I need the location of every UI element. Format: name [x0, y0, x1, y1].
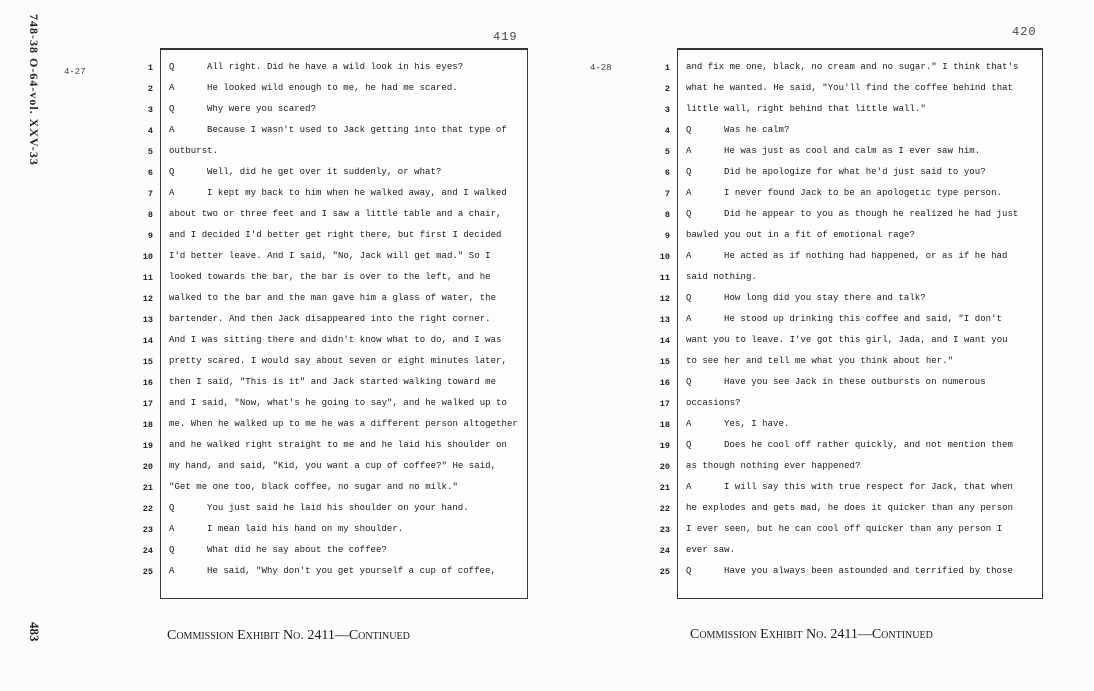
- transcript-line: [142, 415, 527, 436]
- line-number: 5: [147, 147, 153, 157]
- transcript-line: [142, 352, 527, 373]
- speaker-label: A: [686, 419, 692, 429]
- left-caption-text: Commission Exhibit No. 2411—Continued: [167, 628, 410, 643]
- line-number: 18: [142, 420, 153, 430]
- transcript-line: [142, 541, 527, 562]
- speaker-label: Q: [686, 377, 692, 387]
- transcript-line: [664, 184, 1042, 205]
- line-text: and he walked right straight to me and he laid his shoulder on: [169, 440, 507, 450]
- right-transcript-page: [659, 48, 1043, 599]
- transcript-line: [664, 226, 1042, 247]
- transcript-line: [664, 58, 1042, 79]
- transcript-line: [659, 310, 1042, 331]
- transcript-line: [147, 121, 527, 142]
- line-text: said nothing.: [686, 272, 757, 282]
- speaker-label: A: [686, 188, 692, 198]
- line-number: 24: [142, 546, 153, 556]
- transcript-line: [142, 373, 527, 394]
- line-text: I ever seen, but he can cool off quicker than any person I: [686, 524, 1003, 534]
- transcript-line: [147, 226, 527, 247]
- speaker-label: Q: [686, 167, 692, 177]
- speaker-label: Q: [169, 503, 175, 513]
- line-number: 25: [659, 567, 670, 577]
- line-text: want you to leave. I've got this girl, Jada, and I want you: [686, 335, 1008, 345]
- line-number: 17: [659, 399, 670, 409]
- line-text: He stood up drinking this coffee and said, "I don't: [724, 314, 1002, 324]
- line-number: 9: [664, 231, 670, 241]
- speaker-label: A: [169, 524, 175, 534]
- line-number: 20: [659, 462, 670, 472]
- speaker-label: Q: [169, 167, 175, 177]
- line-text: then I said, "This is it" and Jack started walking toward me: [169, 377, 497, 387]
- speaker-label: A: [686, 146, 692, 156]
- transcript-line: [142, 520, 527, 541]
- line-number: 6: [664, 168, 670, 178]
- line-text: and fix me one, black, no cream and no sugar." I think that's: [686, 62, 1019, 72]
- speaker-label: A: [686, 251, 692, 261]
- transcript-line: [142, 478, 527, 499]
- line-text: ever saw.: [686, 545, 736, 555]
- line-number: 11: [659, 273, 670, 283]
- left-transcript-page: [142, 48, 528, 599]
- line-number: 23: [142, 525, 153, 535]
- line-text: All right. Did he have a wild look in his eyes?: [207, 62, 464, 72]
- line-number: 3: [664, 105, 670, 115]
- line-text: I never found Jack to be an apologetic type person.: [724, 188, 1002, 198]
- line-text: looked towards the bar, the bar is over to the left, and he: [169, 272, 491, 282]
- line-text: as though nothing ever happened?: [686, 461, 861, 471]
- line-text: bartender. And then Jack disappeared into the right corner.: [169, 314, 491, 324]
- transcript-line: [664, 163, 1042, 184]
- transcript-line: [659, 499, 1042, 520]
- transcript-line: [142, 562, 527, 583]
- line-text: bawled you out in a fit of emotional rage?: [686, 230, 915, 240]
- speaker-label: A: [686, 482, 692, 492]
- transcript-line: [142, 499, 527, 520]
- line-number: 19: [142, 441, 153, 451]
- speaker-label: Q: [686, 293, 692, 303]
- transcript-line: [659, 373, 1042, 394]
- transcript-line: [147, 163, 527, 184]
- line-number: 7: [664, 189, 670, 199]
- transcript-line: [659, 541, 1042, 562]
- line-number: 22: [142, 504, 153, 514]
- speaker-label: A: [686, 314, 692, 324]
- transcript-line: [142, 310, 527, 331]
- right-page-ref: 4-28: [590, 63, 612, 73]
- speaker-label: Q: [169, 62, 175, 72]
- line-text: and I said, "Now, what's he going to say", and he walked up to: [169, 398, 507, 408]
- transcript-line: [147, 205, 527, 226]
- line-text: pretty scared. I would say about seven or eight minutes later,: [169, 356, 507, 366]
- line-number: 19: [659, 441, 670, 451]
- transcript-line: [659, 436, 1042, 457]
- speaker-label: Q: [686, 209, 692, 219]
- line-text: And I was sitting there and didn't know what to do, and I was: [169, 335, 502, 345]
- line-text: He was just as cool and calm as I ever saw him.: [724, 146, 981, 156]
- line-text: You just said he laid his shoulder on your hand.: [207, 503, 469, 513]
- left-caption: [167, 628, 410, 644]
- transcript-line: [659, 562, 1042, 583]
- transcript-line: [659, 289, 1042, 310]
- transcript-line: [659, 331, 1042, 352]
- line-number: 4: [147, 126, 153, 136]
- line-number: 12: [659, 294, 670, 304]
- line-text: "Get me one too, black coffee, no sugar and no milk.": [169, 482, 458, 492]
- line-text: walked to the bar and the man gave him a glass of water, the: [169, 293, 497, 303]
- transcript-line: [664, 142, 1042, 163]
- transcript-line: [664, 100, 1042, 121]
- line-text: to see her and tell me what you think about her.": [686, 356, 954, 366]
- line-text: Because I wasn't used to Jack getting into that type of: [207, 125, 507, 135]
- line-text: What did he say about the coffee?: [207, 545, 387, 555]
- line-number: 20: [142, 462, 153, 472]
- transcript-line: [659, 394, 1042, 415]
- line-number: 15: [659, 357, 670, 367]
- speaker-label: A: [169, 566, 175, 576]
- line-text: Have you see Jack in these outbursts on numerous: [724, 377, 986, 387]
- line-text: I'd better leave. And I said, "No, Jack will get mad." So I: [169, 251, 491, 261]
- speaker-label: Q: [169, 545, 175, 555]
- line-text: Well, did he get over it suddenly, or what?: [207, 167, 442, 177]
- line-text: He said, "Why don't you get yourself a cup of coffee,: [207, 566, 496, 576]
- transcript-line: [664, 79, 1042, 100]
- transcript-line: [142, 331, 527, 352]
- transcript-line: [659, 520, 1042, 541]
- line-text: I will say this with true respect for Jack, that when: [724, 482, 1013, 492]
- line-text: he explodes and gets mad, he does it quicker than any person: [686, 503, 1014, 513]
- line-number: 24: [659, 546, 670, 556]
- line-text: I kept my back to him when he walked away, and I walked: [207, 188, 507, 198]
- speaker-label: A: [169, 125, 175, 135]
- transcript-line: [659, 247, 1042, 268]
- line-number: 25: [142, 567, 153, 577]
- line-number: 1: [664, 63, 670, 73]
- line-number: 4: [664, 126, 670, 136]
- line-number: 15: [142, 357, 153, 367]
- line-text: Yes, I have.: [724, 419, 790, 429]
- line-number: 2: [147, 84, 153, 94]
- speaker-label: A: [169, 188, 175, 198]
- line-number: 2: [664, 84, 670, 94]
- speaker-label: A: [169, 83, 175, 93]
- line-number: 11: [142, 273, 153, 283]
- line-text: my hand, and said, "Kid, you want a cup of coffee?" He said,: [169, 461, 497, 471]
- speaker-label: Q: [686, 125, 692, 135]
- line-text: and I decided I'd better get right there, but first I decided: [169, 230, 502, 240]
- volume-page-number: 483: [27, 622, 42, 642]
- transcript-line: [142, 394, 527, 415]
- line-text: Did he apologize for what he'd just said to you?: [724, 167, 986, 177]
- margin-vertical-label: 748-38 O-64-vol. XXV-33: [27, 14, 41, 166]
- line-number: 13: [142, 315, 153, 325]
- line-number: 17: [142, 399, 153, 409]
- transcript-line: [142, 289, 527, 310]
- line-number: 18: [659, 420, 670, 430]
- line-number: 10: [142, 252, 153, 262]
- line-text: Have you always been astounded and terrified by those: [724, 566, 1013, 576]
- line-text: Did he appear to you as though he realized he had just: [724, 209, 1019, 219]
- transcript-line: [659, 352, 1042, 373]
- line-number: 16: [659, 378, 670, 388]
- right-caption-text: Commission Exhibit No. 2411—Continued: [690, 627, 933, 642]
- transcript-line: [659, 457, 1042, 478]
- line-text: outburst.: [169, 146, 219, 156]
- transcript-line: [147, 184, 527, 205]
- line-number: 9: [147, 231, 153, 241]
- line-text: Does he cool off rather quickly, and not mention them: [724, 440, 1013, 450]
- line-text: Was he calm?: [724, 125, 790, 135]
- line-text: I mean laid his hand on my shoulder.: [207, 524, 404, 534]
- line-number: 5: [664, 147, 670, 157]
- transcript-line: [664, 205, 1042, 226]
- line-number: 10: [659, 252, 670, 262]
- right-caption: [690, 627, 933, 643]
- transcript-line: [147, 58, 527, 79]
- line-number: 16: [142, 378, 153, 388]
- right-page-number: 420: [1012, 25, 1037, 39]
- transcript-line: [147, 100, 527, 121]
- line-text: He looked wild enough to me, he had me scared.: [207, 83, 458, 93]
- line-text: Why were you scared?: [207, 104, 317, 114]
- transcript-line: [664, 121, 1042, 142]
- line-number: 6: [147, 168, 153, 178]
- transcript-line: [147, 79, 527, 100]
- line-text: occasions?: [686, 398, 741, 408]
- transcript-line: [142, 247, 527, 268]
- transcript-line: [142, 268, 527, 289]
- line-text: what he wanted. He said, "You'll find the coffee behind that: [686, 83, 1014, 93]
- line-number: 3: [147, 105, 153, 115]
- line-text: How long did you stay there and talk?: [724, 293, 926, 303]
- line-number: 1: [147, 63, 153, 73]
- line-number: 8: [147, 210, 153, 220]
- transcript-line: [142, 457, 527, 478]
- line-number: 23: [659, 525, 670, 535]
- transcript-line: [659, 478, 1042, 499]
- line-text: me. When he walked up to me he was a different person altogether: [169, 419, 518, 429]
- line-number: 14: [142, 336, 153, 346]
- line-number: 12: [142, 294, 153, 304]
- transcript-line: [142, 436, 527, 457]
- transcript-line: [659, 415, 1042, 436]
- line-number: 8: [664, 210, 670, 220]
- line-number: 13: [659, 315, 670, 325]
- line-number: 21: [659, 483, 670, 493]
- transcript-line: [147, 142, 527, 163]
- transcript-line: [659, 268, 1042, 289]
- speaker-label: Q: [169, 104, 175, 114]
- line-number: 7: [147, 189, 153, 199]
- speaker-label: Q: [686, 566, 692, 576]
- line-number: 14: [659, 336, 670, 346]
- left-page-ref: 4-27: [64, 67, 86, 77]
- line-number: 22: [659, 504, 670, 514]
- line-text: about two or three feet and I saw a little table and a chair,: [169, 209, 502, 219]
- line-number: 21: [142, 483, 153, 493]
- line-text: He acted as if nothing had happened, or as if he had: [724, 251, 1008, 261]
- left-page-number: 419: [493, 30, 518, 44]
- line-text: little wall, right behind that little wall.": [686, 104, 926, 114]
- speaker-label: Q: [686, 440, 692, 450]
